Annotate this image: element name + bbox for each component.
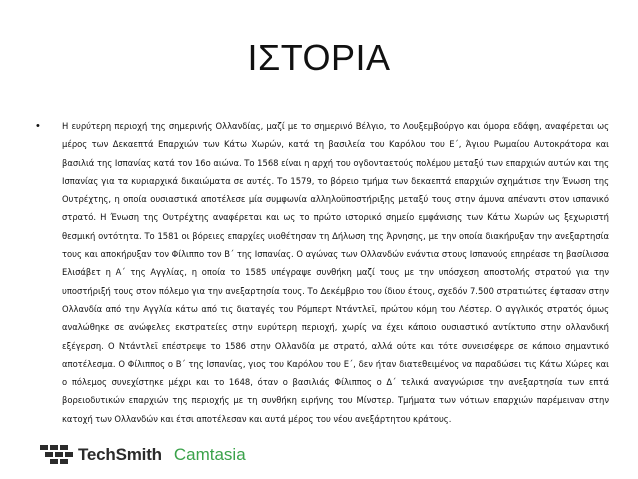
footer-logo: [40, 440, 246, 470]
techsmith-logo-icon: [40, 445, 74, 465]
slide-title: ΙΣΤΟΡΙΑ: [247, 37, 391, 78]
brand-techsmith: TechSmith: [78, 445, 162, 464]
slide-body: [36, 117, 609, 428]
brand-camtasia: Camtasia: [173, 445, 246, 464]
history-paragraph: Η ευρύτερη περιοχή της σημερινής Ολλανδίας, μαζί με το σημερινό Βέλγιο, το Λουξεμβούργο και όμορα εδάφη, αναφέρεται ως μέρος των Δεκαεπτά Επαρχιών των Κάτω Χωρών, κατά τη βασιλεία του Καρόλου του Ε΄, Άγιου Ρωμαίου Αυτοκράτορα και βασιλιά της Ισπανίας κατά τον 16ο αιώνα. Το 1568 είναι η αρχή του ογδονταετούς πολέμου μεταξύ των επαρχιών αυτών και της Ισπανίας για τα κυριαρχικά δικαιώματα σε αυτές. Το 1579, το βόρειο τμήμα των δεκαεπτά επαρχιών σχημάτισε την Ένωση της Ουτρέχτης, η οποία ουσιαστικά αποτέλεσε μία συμφωνία αλληλοϋποστήριξης μεταξύ τους στην άμυνα απέναντι στον ισπανικό στρατό. Η Ένωση της Ουτρέχτης αναφέρεται και ως το πρώτο ιστορικό σημείο εμφάνισης των Κάτω Χωρών ως ξεχωριστή θεσμική οντότητα. Το 1581 οι βόρειες επαρχίες υιοθέτησαν τη Δήλωση της Άρνησης, με την οποία διακήρυξαν την ανεξαρτησία τους και αποκήρυξαν τον Φίλιππο τον Β΄ της Ισπανίας. Ο αγώνας των Ολλανδών ενάντια στους Ισπανούς επηρέασε τη βασίλισσα Ελισάβετ η Α΄ της Αγγλίας, η οποία το 1585 υπέγραψε συνθήκη μαζί τους με την υπόσχεση αποστολής στρατού για την υποστήριξή τους στον πόλεμο για την ανεξαρτησία τους. Το Δεκέμβριο του ίδιου έτους, σχεδόν 7.500 στρατιώτες έφτασαν στην Ολλανδία από την Αγγλία κάτω από τις διαταγές του Ρόμπερτ Ντάντλεϊ, πρώτου κόμη του Λέστερ. Ο αγγλικός στρατός όμως αναλώθηκε σε ανώφελες εκστρατείες στην ευρύτερη περιοχή, χωρίς να έχει κάποιο ουσιαστικό αντίκτυπο στην ολλανδική εξέγερση. Ο Ντάντλεϊ επέστρεψε το 1586 στην Ολλανδία με στρατό, αλλά ούτε και τότε συνεισέφερε σε κάποιο σημαντικό αποτέλεσμα. Ο Φίλιππος ο Β΄ της Ισπανίας, γιος του Καρόλου του Ε΄, δεν ήταν διατεθειμένος να παραδώσει τις Κάτω Χώρες και ο πόλεμος συνεχίστηκε μέχρι και το 1648, όταν ο βασιλιάς Φίλιππος ο Δ΄ τελικά αναγνώρισε την ανεξαρτησία των επτά βορειοδυτικών επαρχιών της περιοχής με τη συνθήκη ειρήνης του Μίνστερ. Τμήματα των νότιων επαρχιών παρέμειναν στην κατοχή των Ολλανδών και έτσι αποτέλεσαν και αυτά μέρος του νέου ανεξάρτητου κράτους.: [62, 121, 609, 424]
bullet-point: •: [36, 120, 40, 132]
